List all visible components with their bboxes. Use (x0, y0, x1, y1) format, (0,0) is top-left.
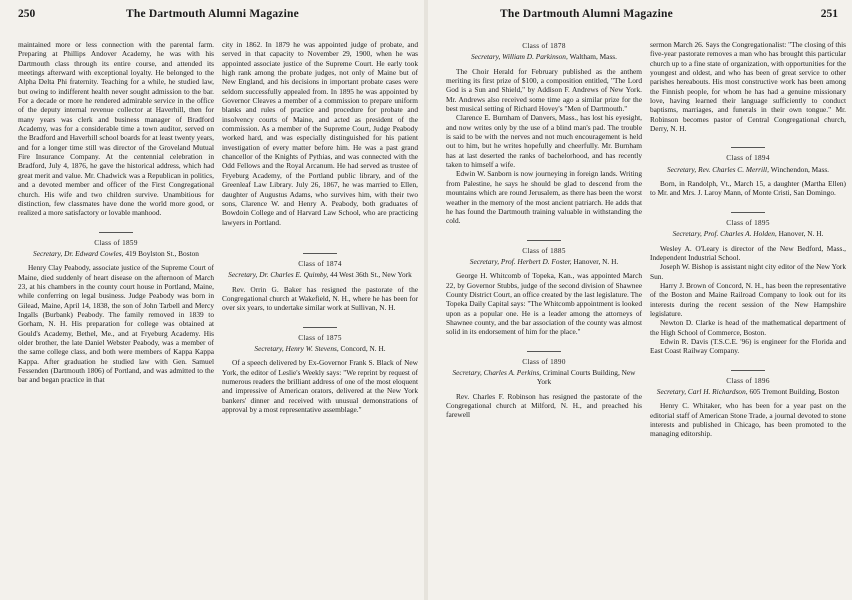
section-divider (303, 253, 337, 254)
black-speech-note: Of a speech delivered by Ex-Governor Frank S. Black of New York, the editor of Leslie's Weekly says: "We reprint by request of numerous readers the brilliant address of one of the most eloquent and impressive of American orators, delivered at the New York bankers' dinner and received with unusual demonstrations of approval by a most representative assemblage." (222, 358, 418, 414)
robinson-note: Rev. Charles F. Robinson has resigned the pastorate of the Congregational church at Milford, N. H., and preached his farewell (446, 391, 642, 420)
peabody-obituary: Henry Clay Peabody, associate justice of the Supreme Court of Maine, died suddenly of heart disease on the afternoon of March 23, at his chambers in the county court house in Portland, Maine, while conferring on legal business. Judge Peabody was born in Gilead, Maine, April 14, 1838, the son of John Tarbell and Mercy Ingalls (Burbank) Peabody. The family removed in 1839 to Gorham, N. H. His preparation for college was obtained at Gould's Academy, Bethel, Me., and at Fryeburg Academy. His older brother, the late Daniel Webster Peabody, was a member of the same college class, and both were members of Kappa Kappa Kappa. After graduation he studied law with Gen. Samuel Fessenden (Dartmouth 1806) of Portland, and was admitted to the bar and began practice in that (18, 263, 214, 385)
bishop-note: Joseph W. Bishop is assistant night city editor of the New York Sun. (650, 262, 846, 281)
section-divider (99, 232, 133, 233)
right-page-number: 251 (820, 8, 838, 20)
chadwick-obituary-continued: maintained more or less connection with the parental farm. Preparing at Phillips Andover Academy, he was with his Dartmouth class through its entire course, and attended its meetings afterward with exceptional loyalty. He belonged to the Alpha Delta Phi fraternity. Teaching for a while, he studied law, but owing to indifferent health never sought admission to the bar. For a decade or more he rendered admirable service in the office of the deputy internal revenue collector at Haverhill, then for many years was clerk and business manager of Bradford Academy, was for a considerable time a town auditor, served on the Bradford and Haverhill school boards for at least twenty years, and for a longer time still was director of the Groveland Mutual Fire Insurance Company. At the centennial celebration in Bradford, July 4, 1876, he gave the historical address, which had great merit and value. Mr. Chadwick was a Republican in politics, and a devoted member and officer of the First Congregational church. His wife and two children survive. Unambitious for distinction, few classmates have done the world more good, or realized a more satisfactory or lovable manhood. (18, 40, 214, 218)
sanborn-note: Edwin W. Sanborn is now journeying in foreign lands. Writing from Palestine, he says he should be glad to descend from the mountains which are round Jerusalem, as there has been the worst weather in the memory of the most ancient patriarch. He adds that he has found the Dartmouth training valuable in withstanding the cold. (446, 169, 642, 226)
secretary-1875-address: Concord, N. H. (340, 343, 386, 353)
class-heading-1894: Class of 1894 (726, 154, 770, 163)
section-divider (303, 327, 337, 328)
right-running-title: The Dartmouth Alumni Magazine (500, 8, 673, 20)
left-page-number: 250 (18, 8, 36, 20)
secretary-1859 (18, 249, 214, 258)
right-header (426, 8, 852, 28)
secretary-1894-name: Secretary, Rev. Charles C. Merrill, (666, 164, 769, 174)
class-heading-1878: Class of 1878 (522, 42, 566, 50)
secretary-1885-address: Hanover, N. H. (573, 256, 619, 266)
right-column-2 (650, 40, 846, 600)
class-heading-1885: Class of 1885 (522, 246, 566, 255)
secretary-1859-name: Secretary, Dr. Edward Cowles, (33, 248, 124, 258)
section-divider (527, 240, 561, 241)
secretary-1890 (446, 368, 642, 387)
section-divider (731, 147, 765, 148)
class-heading-1896: Class of 1896 (726, 376, 770, 385)
whitaker-note: Henry C. Whitaker, who has been for a year past on the editorial staff of American Stone Trade, a journal devoted to stone interests and published in Chicago, has been promoted to the managing editorship. (650, 401, 846, 439)
baker-note: Rev. Orrin G. Baker has resigned the pastorate of the Congregational church at Wakefield, N. H., where he has been for over six years, to undertake similar work at Sullivan, N. H. (222, 284, 418, 313)
class-heading-1890: Class of 1890 (522, 357, 566, 366)
brown-note: Harry J. Brown of Concord, N. H., has been the representative of the Boston and Maine Railroad Company to look out for its interests during the recent session of the New Hampshire legislature. (650, 280, 846, 318)
secretary-1894 (650, 165, 846, 174)
class-heading-1895: Class of 1895 (726, 218, 770, 227)
peabody-obituary-continued: city in 1862. In 1879 he was appointed judge of probate, and served in that capacity to November 29, 1900, when he was appointed associate justice of the Supreme Court. He early took high rank among the probate judges, not only of Maine but of New England, and his decisions in important probate cases were seldom successfully appealed from. In 1895 he was appointed by Governor Cleaves a member of a commission to prepare uniform blanks and rules of practice and procedure for probate and insolvency courts of Maine, and acted as president of the commission. As a member of the Supreme Court, Judge Peabody worked hard, and was especially distinguished for his patient investigation of every matter before him. He was a past grand chancellor of the Knights of Pythias, and was connected with the Odd Fellows and the Royal Arcanum. He had served as trustee of Fryeburg Academy, of the Portland public library, and of the Greenleaf Law Library. July 26, 1867, he was married to Ellen, daughter of Augustus Adams, who survives him, with their two sons, Clarence W. and Henry A. Peabody, both graduates of Bowdoin College and of Harvard Law School, who are practicing lawyers in Portland. (222, 40, 418, 227)
left-running-title: The Dartmouth Alumni Magazine (126, 8, 299, 20)
secretary-1885 (446, 257, 642, 266)
class-heading-1859: Class of 1859 (94, 238, 138, 247)
oleary-note: Wesley A. O'Leary is director of the New Bedford, Mass., Independent Industrial School. (650, 243, 846, 262)
right-column-1 (446, 40, 642, 600)
secretary-1890-address: Criminal Courts Building, New York (536, 367, 636, 387)
class-heading-1875: Class of 1875 (298, 333, 342, 342)
secretary-1890-name: Secretary, Charles A. Perkins, (452, 367, 542, 377)
secretary-1896 (650, 387, 846, 396)
secretary-1874-name: Secretary, Dr. Charles E. Quimby, (228, 270, 329, 280)
secretary-1875-name: Secretary, Henry W. Stevens, (254, 343, 339, 353)
secretary-1878-name: Secretary, William D. Parkinson, (470, 52, 568, 62)
section-divider (731, 212, 765, 213)
davis-note: Edwin R. Davis (T.S.C.E. '96) is engineer for the Florida and East Coast Railway Company. (650, 336, 846, 356)
secretary-1875 (222, 344, 418, 353)
andrews-note: The Choir Herald for February published as the anthem meriting its first prize of $100, a composition entitled, "The Lord God is a Sun and Shield," by Addison F. Andrews of New York. Mr. Andrews also received some time ago a similar prize for the best musical setting of Richard Hovey's "Men of Dartmouth." (446, 66, 642, 114)
secretary-1885-name: Secretary, Prof. Herbert D. Foster, (469, 256, 572, 266)
right-page (426, 0, 852, 600)
secretary-1878-address: Waltham, Mass. (569, 52, 617, 62)
secretary-1895-address: Hanover, N. H. (778, 229, 824, 239)
left-column-2 (222, 40, 418, 600)
mann-birth-note: Born, in Randolph, Vt., March 15, a daughter (Martha Ellen) to Mr. and Mrs. J. Laroy Mann, of Monte Cristi, San Domingo. (650, 179, 846, 198)
secretary-1859-address: 419 Boylston St., Boston (125, 248, 199, 258)
whitcomb-note: George H. Whitcomb of Topeka, Kan., was appointed March 22, by Governor Stubbs, judge of the second division of Shawnee County District Court, an office created by the last legislature. The Topeka Daily Capital says: "The Whitcomb appointment is looked upon as a popular one. He is a leader among the attorneys of Shawnee county, and the bar association of the county was almost solid in its endorsement of him for the place." (446, 271, 642, 337)
secretary-1896-address: 605 Tremont Building, Boston (749, 386, 840, 396)
burnham-note: Clarence E. Burnham of Danvers, Mass., has lost his eyesight, and now writes only by the use of a blind man's pad. The trouble is said to be with the nerves and not much encouragement is held out to him, but he writes hopefully and cheerfully. Mr. Burnham has at last deserted the ranks of bachelorhood, and has recently taken to himself a wife. (446, 113, 642, 170)
secretary-1874-address: 44 West 36th St., New York (330, 270, 412, 280)
left-header (0, 8, 426, 28)
clarke-note: Newton D. Clarke is head of the mathematical department of the High School of Commerce, Boston. (650, 318, 846, 337)
secretary-1874 (222, 270, 418, 279)
secretary-1895-name: Secretary, Prof. Charles A. Holden, (672, 229, 777, 239)
robinson-note-continued: sermon March 26. Says the Congregationalist: "The closing of this five-year pastorate removes a man who has brought this particular church up to a fine state of organization, with opportunities for the youngest and oldest, and who has been of great service to other parishes hereabouts. His most constructive work has been among the Finnish people, for whom he has had a genuine missionary love, having learned their language sufficiently to conduct baptisms, marriages, and funerals in their own tongue." Mr. Robinson becomes pastor of Central Congregational church, Derry, N. H. (650, 40, 846, 134)
secretary-1896-name: Secretary, Carl H. Richardson, (656, 386, 748, 396)
section-divider (731, 370, 765, 371)
class-heading-1874: Class of 1874 (298, 259, 342, 268)
left-column-1 (18, 40, 214, 600)
section-divider (527, 351, 561, 352)
secretary-1878 (446, 52, 642, 61)
secretary-1894-address: Winchendon, Mass. (770, 164, 830, 174)
secretary-1895 (650, 229, 846, 238)
